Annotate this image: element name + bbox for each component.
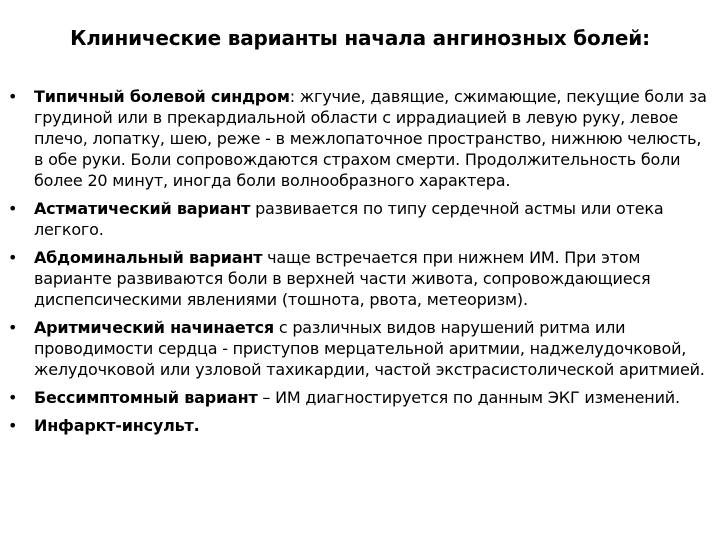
bullet-marker: • [8,87,18,106]
item-text: развивается по типу сердечной астмы или отека легкого. [34,199,664,239]
bullet-marker: • [8,416,18,435]
list-item-infarct-stroke [6,415,712,436]
item-text: – ИМ диагностируется по данным ЭКГ изменений. [257,388,680,407]
item-term: Инфаркт-инсульт. [34,416,200,435]
bullet-list [6,86,712,443]
item-term: Астматический вариант [34,199,251,218]
bullet-marker: • [8,318,18,337]
list-item-abdominal [6,247,712,310]
item-term: Бессимптомный вариант [34,388,258,407]
item-text: чаще встречается при нижнем ИМ. При этом варианте развиваются боли в верхней части живота, сопровождающиеся диспепсическими явлениями (тошнота, рвота, метеоризм). [34,248,651,309]
slide-title: Клинические варианты начала ангинозных болей: [70,26,650,50]
list-item-asymptomatic [6,387,712,408]
item-term: Абдоминальный вариант [34,248,263,267]
bullet-marker: • [8,199,18,218]
item-text: с различных видов нарушений ритма или проводимости сердца - приступов мерцательной аритмии, наджелудочковой, желудочковой или узловой тахикардии, частой экстрасистолической аритмией. [34,318,705,379]
item-text: : жгучие, давящие, сжимающие, пекущие боли за грудиной или в прекардиальной области с иррадиацией в левую руку, левое плечо, лопатку, шею, реже - в межлопаточное пространство, нижнюю челюсть, в обе руки. Боли сопровождаются страхом смерти. Продолжительность боли более 20 минут, иногда боли волнообразного характера. [34,87,707,190]
list-item-arrhythmic [6,317,712,380]
bullet-marker: • [8,248,18,267]
list-item-asthmatic [6,198,712,240]
item-term: Аритмический начинается [34,318,274,337]
bullet-marker: • [8,388,18,407]
list-item-typical [6,86,712,191]
item-term: Типичный болевой синдром [34,87,290,106]
